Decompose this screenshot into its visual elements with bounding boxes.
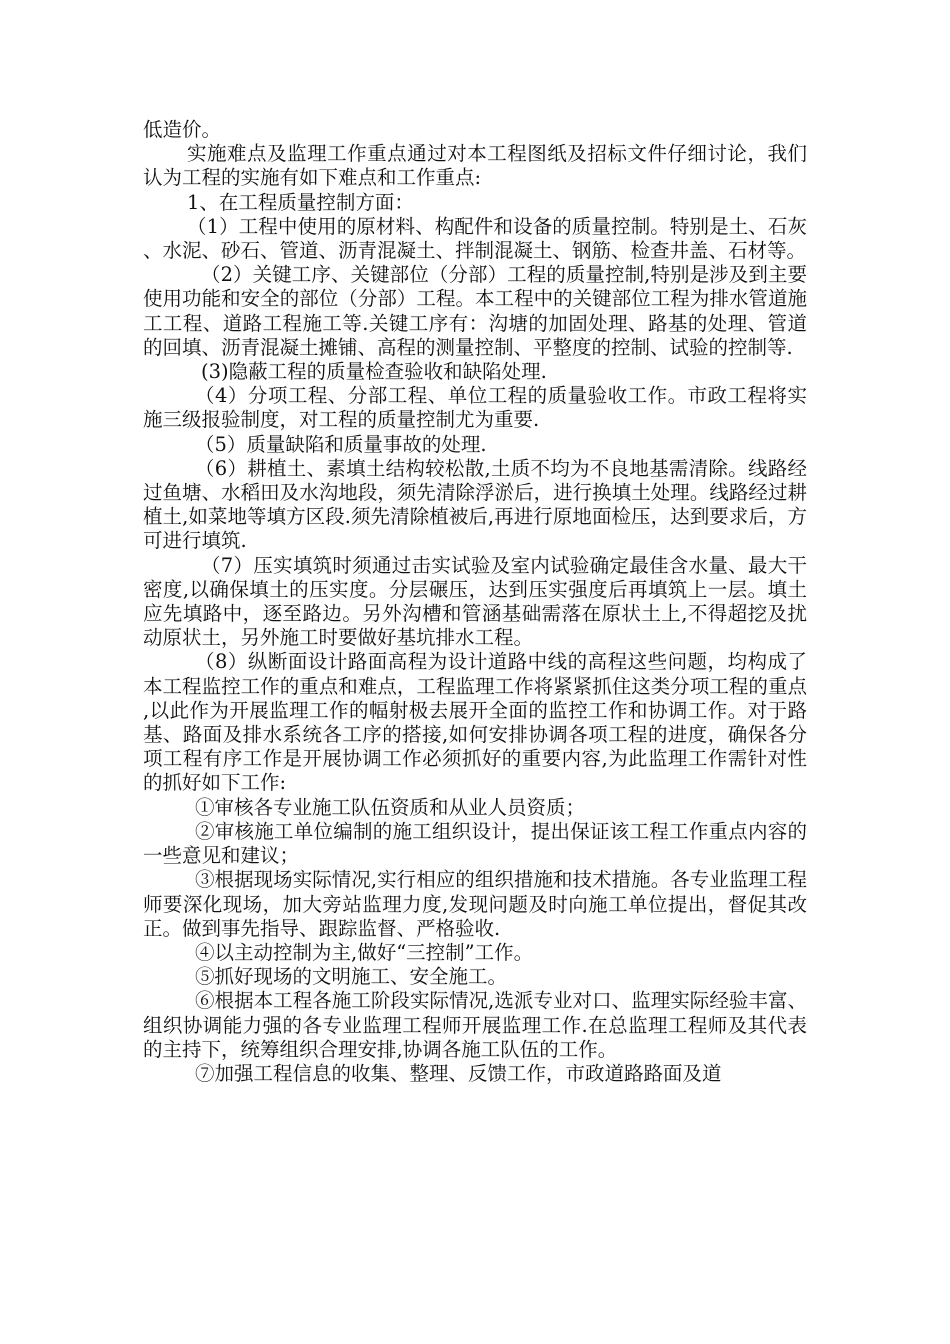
document-body	[143, 118, 807, 1086]
paragraph-quality-heading: 1、在工程质量控制方面：	[187, 190, 414, 214]
list-item-5: ⑤抓好现场的文明施工、安全施工。	[195, 965, 508, 989]
list-item-1: ①审核各专业施工队伍资质和从业人员资质；	[195, 795, 586, 819]
list-item-7: ⑦加强工程信息的收集、整理、反馈工作，市政道路路面及道	[195, 1061, 722, 1085]
paragraph-item-5: （5）质量缺陷和质量事故的处理.	[195, 432, 487, 456]
paragraph-difficulties-intro: 实施难点及监理工作重点通过对本工程图纸及招标文件仔细讨论，我们认为工程的实施有如下难点和工作重点:	[143, 142, 807, 190]
list-item-6: ⑥根据本工程各施工阶段实际情况,选派专业对口、监理实际经验丰富、组织协调能力强的各专业监理工程师开展监理工作.在总监理工程师及其代表的主持下，统筹组织合理安排,协调各施工队伍的工作。	[143, 989, 807, 1061]
paragraph-item-8: （8）纵断面设计路面高程为设计道路中线的高程这些问题，均构成了本工程监控工作的重点和难点，工程监理工作将紧紧抓住这类分项工程的重点,以此作为开展监理工作的幅射极去展开全面的监控工作和协调工作。对于路基、路面及排水系统各工序的搭接,如何安排协调各项工程的进度，确保各分项工程有序工作是开展协调工作必须抓好的重要内容,为此监理工作需针对性的抓好如下工作:	[143, 650, 807, 795]
paragraph-item-2: （2）关键工序、关键部位（分部）工程的质量控制,特别是涉及到主要使用功能和安全的部位（分部）工程。本工程中的关键部位工程为排水管道施工工程、道路工程施工等.关键工序有：沟塘的加固处理、路基的处理、管道的回填、沥青混凝土摊铺、高程的测量控制、平整度的控制、试验的控制等.	[143, 263, 807, 359]
paragraph-item-6: （6）耕植土、素填土结构较松散,土质不均为不良地基需清除。线路经过鱼塘、水稻田及水沟地段，须先清除浮淤后，进行换填土处理。线路经过耕植土,如菜地等填方区段.须先清除植被后,再进行原地面检压，达到要求后，方可进行填筑.	[143, 456, 807, 553]
paragraph-item-7: （7）压实填筑时须通过击实试验及室内试验确定最佳含水量、最大干密度,以确保填土的压实度。分层碾压，达到压实强度后再填筑上一层。填土应先填路中，逐至路边。另外沟槽和管涵基础需落在原状土上,不得超挖及扰动原状土，另外施工时要做好基坑排水工程。	[143, 553, 807, 650]
list-item-2: ②审核施工单位编制的施工组织设计，提出保证该工程工作重点内容的一些意见和建议；	[143, 819, 807, 868]
paragraph-item-1: （1）工程中使用的原材料、构配件和设备的质量控制。特别是土、石灰、水泥、砂石、管道、沥青混凝土、拌制混凝土、钢筋、检查井盖、石材等。	[143, 214, 807, 263]
paragraph-cost-end: 低造价。	[143, 118, 222, 141]
list-item-4: ④以主动控制为主,做好“三控制”工作。	[195, 940, 534, 964]
paragraph-item-3: (3)隐蔽工程的质量检查验收和缺陷处理.	[201, 360, 547, 384]
paragraph-item-4: （4）分项工程、分部工程、单位工程的质量验收工作。市政工程将实施三级报验制度，对工程的质量控制尤为重要.	[143, 384, 807, 432]
list-item-3: ③根据现场实际情况,实行相应的组织措施和技术措施。各专业监理工程师要深化现场，加大旁站监理力度,发现问题及时向施工单位提出，督促其改正。做到事先指导、跟踪监督、严格验收.	[143, 868, 807, 940]
